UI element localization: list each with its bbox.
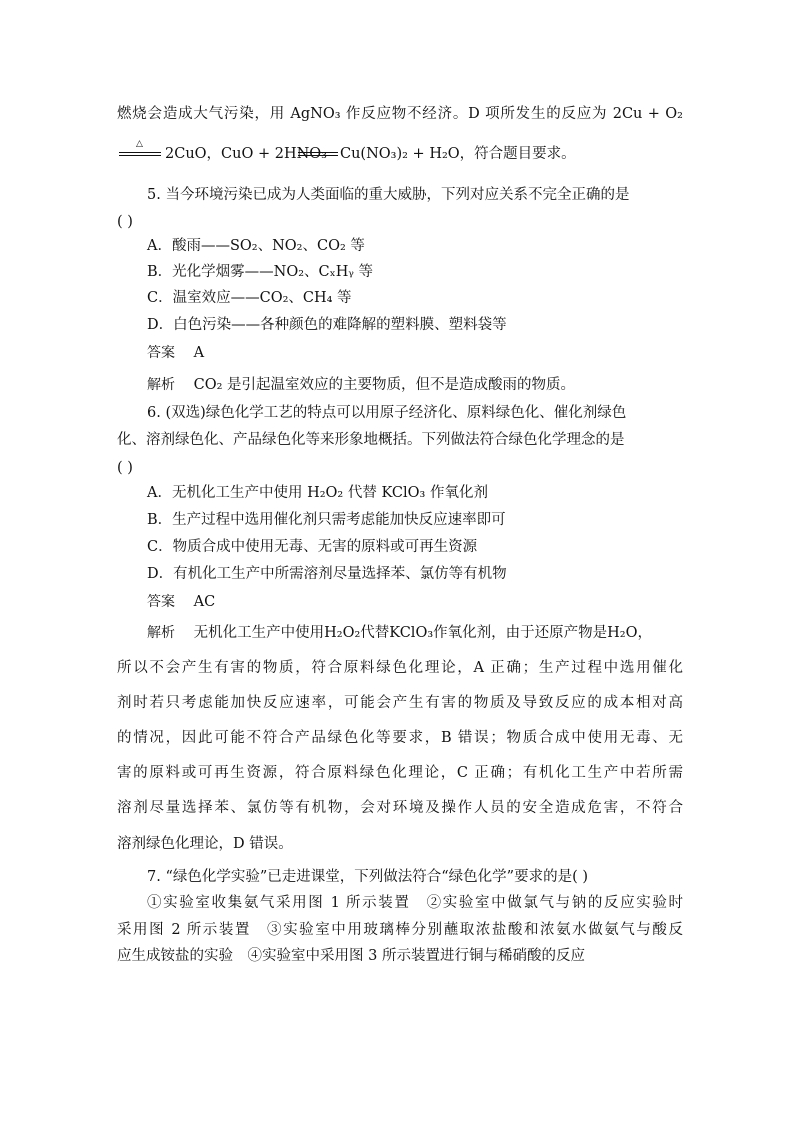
analysis-text: 溶剂尽量选择苯、氯仿等有机物，会对环境及操作人员的安全造成危害，不符合 (117, 800, 683, 816)
answer-label: 答案 (147, 594, 175, 610)
equation-text: 2CuO，CuO + 2HNO₃ (165, 146, 327, 162)
question-6-stem: 化、溶剂绿色化、产品绿色化等来形象地概括。下列做法符合绿色化学理念的是 (117, 432, 625, 448)
answer-blank: ( ) (117, 460, 133, 476)
option-b: B．光化学烟雾——NO₂、CₓHᵧ 等 (147, 264, 373, 280)
analysis-text: 剂时若只考虑能加快反应速率，可能会产生有害的物质及导致反应的成本相对高 (117, 695, 683, 711)
option-c: C．温室效应——CO₂、CH₄ 等 (147, 290, 352, 306)
question-7-stem: 7. “绿色化学实验”已走进课堂，下列做法符合“绿色化学”要求的是( ) (147, 869, 589, 885)
answer-label: 答案 (147, 345, 175, 361)
question-5-stem: 5. 当今环境污染已成为人类面临的重大威胁，下列对应关系不完全正确的是 (147, 187, 630, 203)
equation-text: Cu(NO₃)₂ + H₂O，符合题目要求。 (340, 146, 576, 162)
option-d: D．有机化工生产中所需溶剂尽量选择苯、氯仿等有机物 (147, 566, 507, 582)
equation-sign (298, 152, 338, 156)
option-c: C．物质合成中使用无毒、无害的原料或可再生资源 (147, 539, 478, 555)
question-6-stem: 6. (双选)绿色化学工艺的特点可以用原子经济化、原料绿色化、催化剂绿色 (147, 405, 627, 421)
analysis-text: 溶剂绿色化理论，D 错误。 (117, 836, 293, 852)
analysis-row (147, 623, 683, 643)
answer-value: AC (193, 594, 216, 610)
option-b: B．生产过程中选用催化剂只需考虑能加快反应速率即可 (147, 512, 506, 528)
question-7-text: 应生成铵盐的实验 ④实验室中采用图 3 所示装置进行铜与稀硝酸的反应 (117, 948, 585, 964)
analysis-text: 害的原料或可再生资源，符合原料绿色化理论，C 正确；有机化工生产中若所需 (117, 765, 683, 781)
analysis-label: 解析 (147, 377, 175, 393)
analysis-text: 无机化工生产中使用H₂O₂代替KClO₃作氧化剂，由于还原产物是H₂O， (193, 625, 652, 641)
option-d: D．白色污染——各种颜色的难降解的塑料膜、塑料袋等 (147, 317, 507, 333)
option-a: A．无机化工生产中使用 H₂O₂ 代替 KClO₃ 作氧化剂 (147, 485, 488, 501)
text-line: 燃烧会造成大气污染，用 AgNO₃ 作反应物不经济。D 项所发生的反应为 2Cu + O₂ (117, 106, 683, 122)
analysis-row (147, 375, 713, 395)
analysis-text: CO₂ 是引起温室效应的主要物质，但不是造成酸雨的物质。 (193, 377, 576, 393)
answer-value: A (193, 345, 205, 361)
option-a: A．酸雨——SO₂、NO₂、CO₂ 等 (147, 238, 365, 254)
equation-sign (119, 152, 161, 156)
answer-row (147, 592, 713, 612)
question-7-text: 采用图 2 所示装置 ③实验室中用玻璃棒分别蘸取浓盐酸和浓氨水做氨气与酸反 (117, 922, 683, 938)
heating-symbol: △ (136, 139, 143, 149)
answer-blank: ( ) (117, 214, 133, 230)
analysis-label: 解析 (147, 625, 175, 641)
analysis-text: 所以不会产生有害的物质，符合原料绿色化理论，A 正确；生产过程中选用催化 (117, 660, 683, 676)
question-7-text: ①实验室收集氨气采用图 1 所示装置 ②实验室中做氯气与钠的反应实验时 (147, 895, 683, 911)
analysis-text: 的情况，因此可能不符合产品绿色化等要求，B 错误；物质合成中使用无毒、无 (117, 730, 683, 746)
answer-row (147, 343, 713, 363)
